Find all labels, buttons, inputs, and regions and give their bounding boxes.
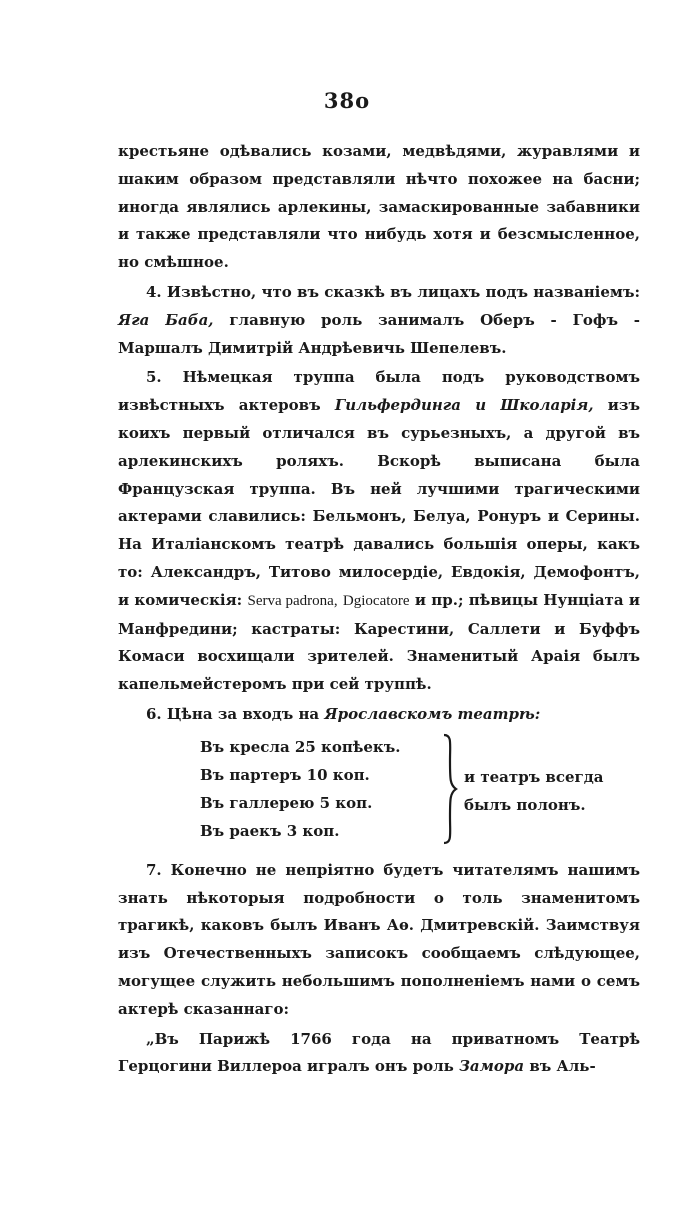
price-row: Въ кресла 25 копѣекъ. — [200, 737, 401, 756]
note-5-latin-title-1: Serva padrona, — [247, 592, 338, 609]
curly-brace-icon — [440, 733, 458, 845]
price-row: Въ галлерею 5 коп. — [200, 793, 373, 812]
text-line: крестьяне одѣвались козами, медвѣдями, журавлями и — [118, 142, 640, 160]
quote-paragraph — [118, 1026, 640, 1082]
brace-note: и театръ всегда былъ полонъ. — [464, 767, 604, 814]
note-5-names: Гильфердинга и Школарія, — [334, 396, 594, 415]
note-5-mid: изъ коихъ первый отличался въ сурьезныхъ, а другой въ арлекинскихъ роляхъ. Вскорѣ выписана была Французская труппа. Въ ней лучшими трагическими актерами славились: Бельмонъ, Белуа, Ронуръ и Серины. На Италіанскомъ театрѣ давались большія оперы, какъ то: Александръ, Титово милосердіе, Евдокія, Демофонтъ, и комическія: — [118, 396, 640, 609]
price-row: Въ партеръ 10 коп. — [200, 765, 370, 784]
price-row: Въ раекъ 3 коп. — [200, 821, 340, 840]
note-4-rest: главную роль занималъ Оберъ - Гофъ - Маршалъ Димитрій Андрѣевичь Шепелевъ. — [118, 310, 640, 357]
text-line: и безсмысленное, но смѣшное. — [118, 225, 641, 272]
note-6 — [118, 701, 640, 729]
page-number: 38o — [323, 88, 371, 113]
note-6-lead: 6. Цѣна за входъ на — [146, 704, 320, 723]
text-line: шаким образом представляли нѣчто похожее на — [118, 169, 574, 188]
note-5-tail: и пр.; пѣвицы Нунціата и Манфредини; кастраты: Карестини, Саллети и Буффъ Комаси восхищали зрителей. Знаменитый Араія былъ капельмейстеромъ при сей труппѣ. — [118, 590, 640, 694]
note-4-lead: 4. Извѣстно, что въ сказкѣ въ лицахъ подъ названіемъ: — [146, 282, 640, 301]
note-4-title: Яга Баба, — [118, 310, 214, 329]
note-4 — [118, 279, 640, 362]
text-line: забавники и также представляли что нибудь хотя — [118, 197, 640, 244]
text-line: басни; иногда являлись арлекины, замаскированные — [118, 169, 640, 216]
note-6-theatre: Ярославскомъ театрѣ: — [324, 704, 541, 723]
paragraph-peasants — [118, 138, 640, 277]
note-7: 7. Конечно не непріятно будетъ читателямъ нашимъ знать нѣкоторыя подробности о толь знаменитомъ трагикѣ, каковъ былъ Иванъ Аѳ. Дмитревскій. Заимствуя изъ Отечественныхъ записокъ сообщаемъ слѣдующее, могущее служить небольшимъ пополненіемъ нами о семъ актерѣ сказаннаго: — [118, 860, 640, 1018]
quote-role: Замора — [459, 1057, 525, 1076]
price-list — [118, 733, 640, 849]
note-5-lead: 5. Нѣмецкая труппа была подъ руководствомъ извѣстныхъ актеровъ — [118, 368, 640, 415]
quote-lead: „Въ Парижѣ 1766 года на приватномъ Театрѣ Герцогини Виллероа игралъ онъ роль — [118, 1029, 640, 1076]
note-5-latin-title-2: Dgiocatore — [342, 592, 410, 609]
page-body — [118, 138, 640, 1081]
quote-tail: въ Аль- — [529, 1057, 596, 1076]
note-5 — [118, 364, 640, 699]
